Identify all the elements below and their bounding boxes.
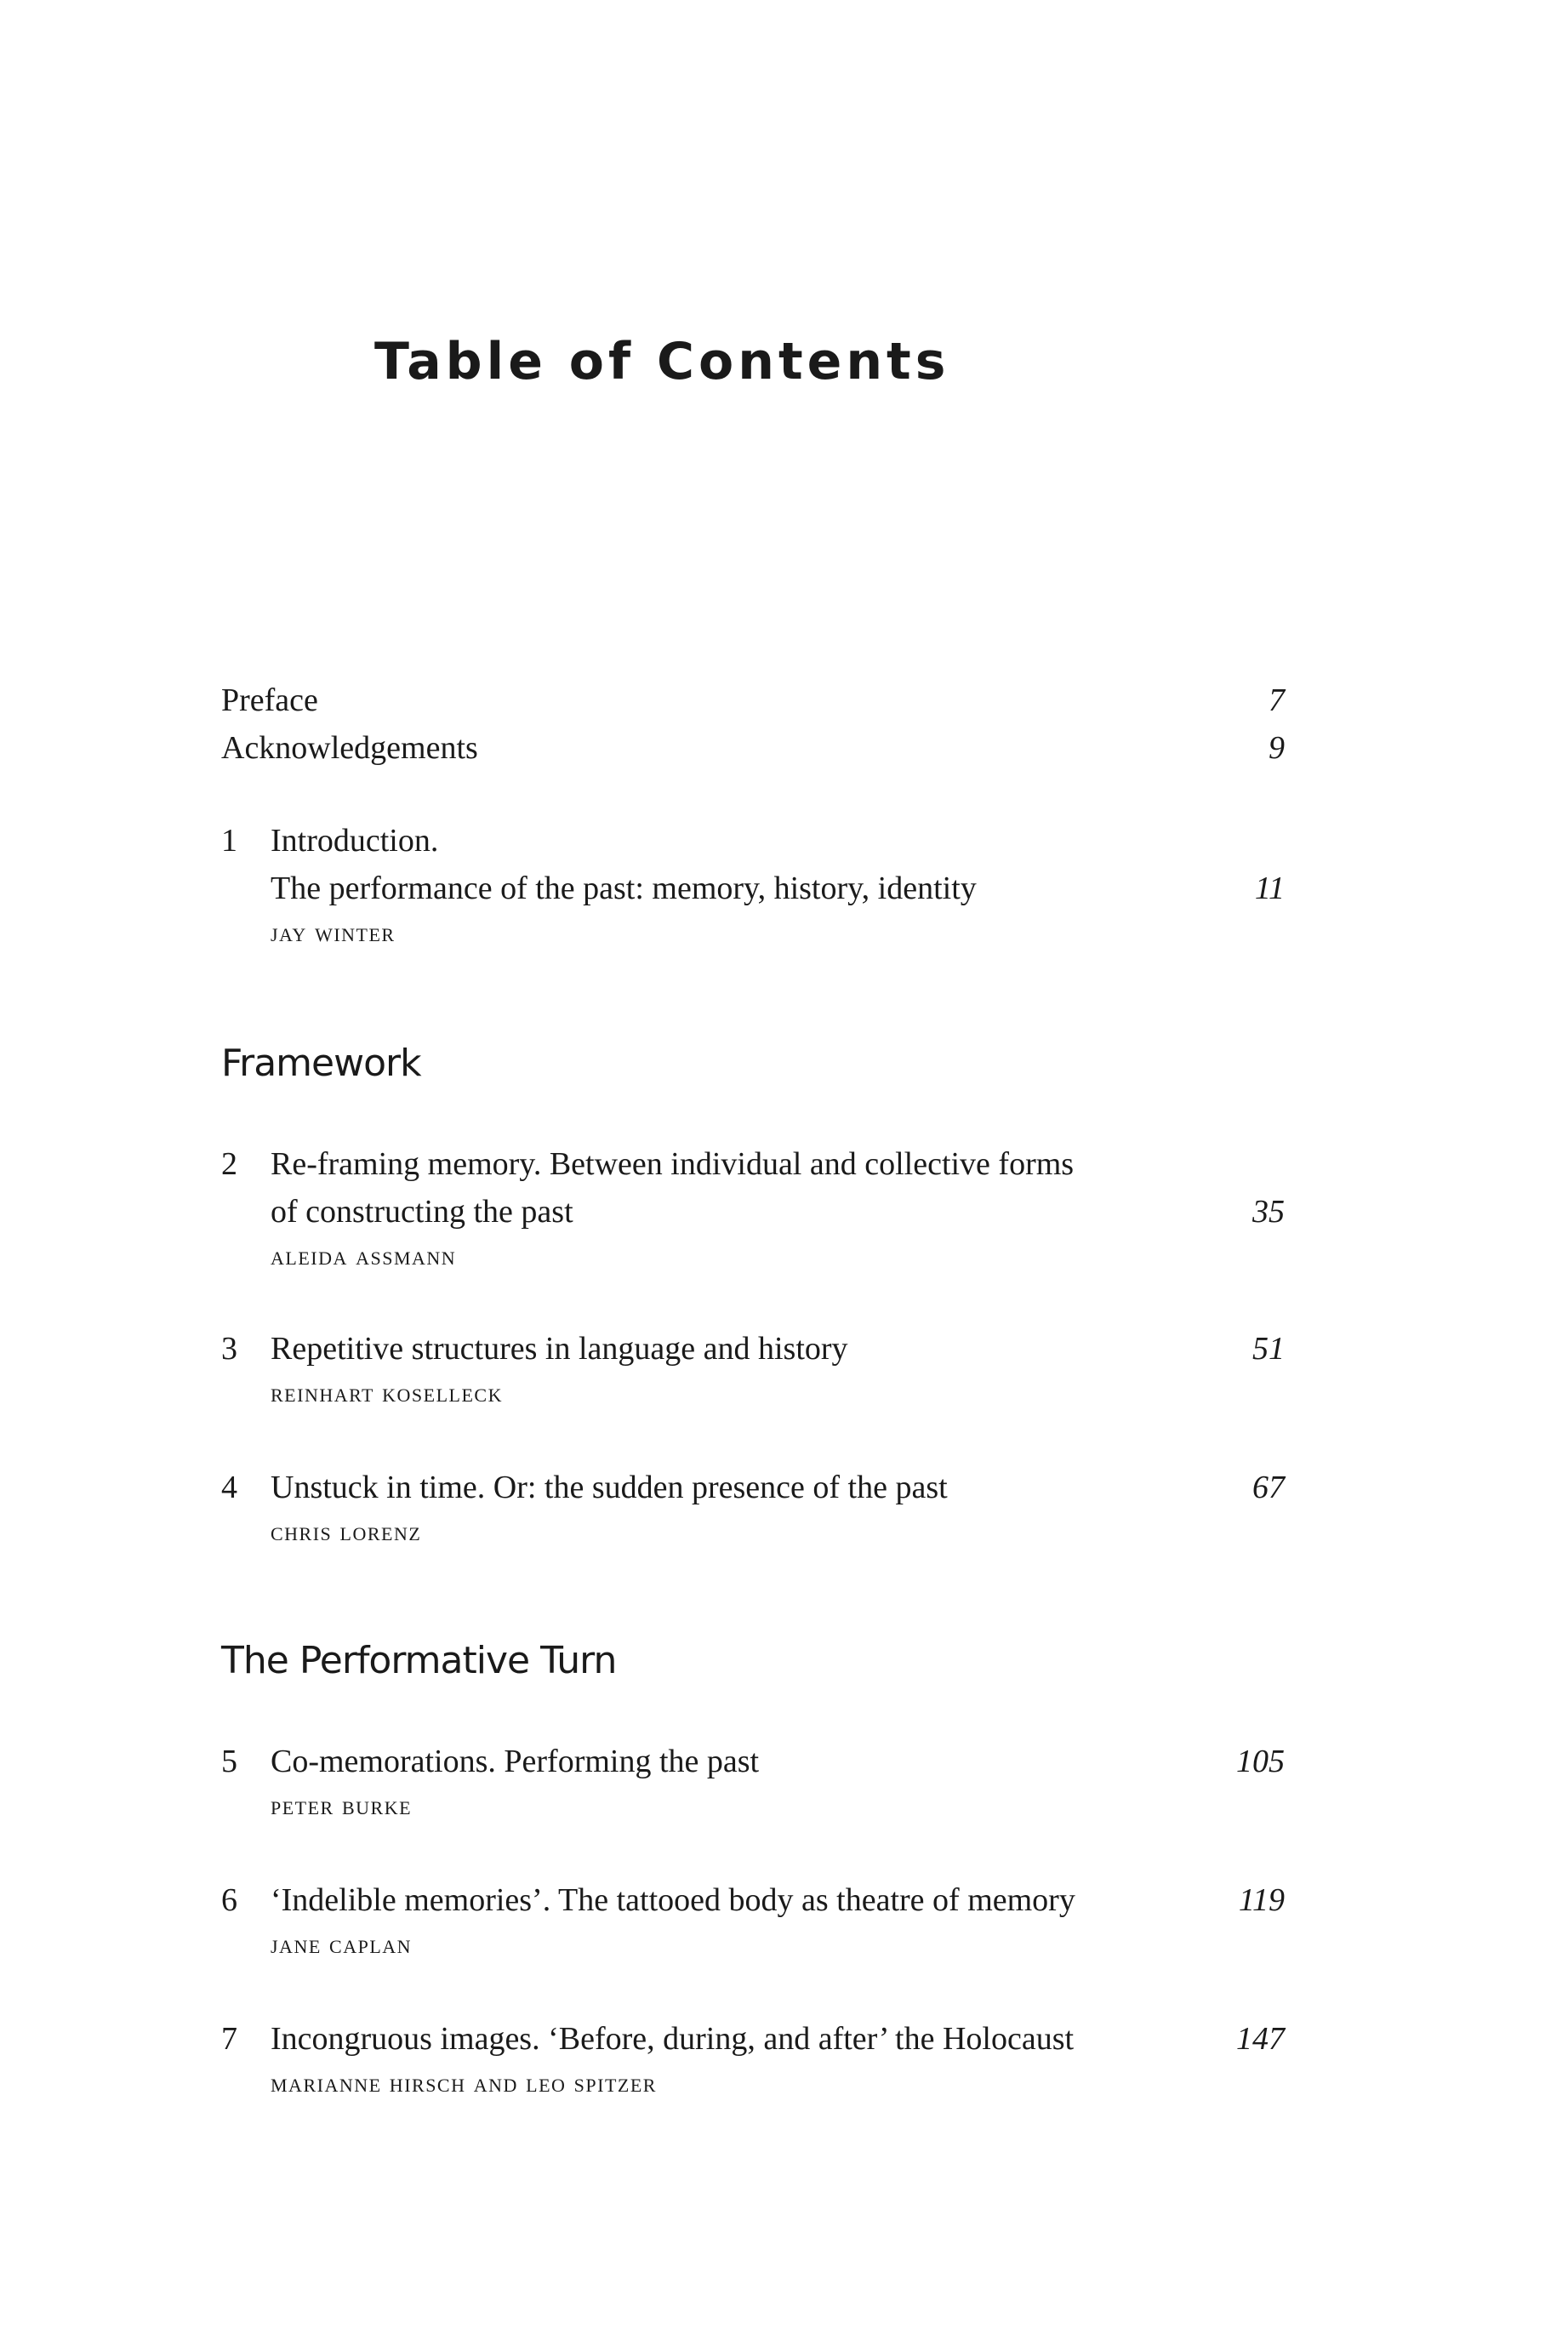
chapter-author: jay winter: [271, 917, 396, 947]
toc-entry-chapter-6[interactable]: [221, 1876, 1285, 1963]
chapter-number: 6: [221, 1882, 237, 1918]
chapter-title-line: Repetitive structures in language and history: [271, 1331, 848, 1367]
chapter-number: 3: [221, 1331, 237, 1367]
chapter-title-line: Introduction.: [271, 823, 439, 859]
page-number: 51: [1252, 1331, 1285, 1367]
toc-entry-preface[interactable]: [221, 676, 1285, 724]
section-heading-performative-turn: The Performative Turn: [221, 1639, 617, 1682]
chapter-author: reinhart koselleck: [271, 1378, 503, 1407]
page-number: 119: [1238, 1882, 1285, 1918]
chapter-number: 5: [221, 1744, 237, 1779]
chapter-author: marianne hirsch and leo spitzer: [271, 2068, 657, 2098]
chapter-author: chris lorenz: [271, 1516, 422, 1546]
chapter-title-line: of constructing the past: [271, 1194, 573, 1230]
toc-entry-chapter-3[interactable]: [221, 1325, 1285, 1412]
chapter-number: 7: [221, 2021, 237, 2057]
entry-title: Acknowledgements: [221, 730, 478, 766]
page-number: 11: [1254, 871, 1285, 906]
chapter-title-line: ‘Indelible memories’. The tattooed body as theatre of memory: [271, 1882, 1075, 1918]
chapter-title-line: The performance of the past: memory, history, identity: [271, 871, 977, 906]
chapter-number: 4: [221, 1470, 237, 1505]
chapter-author: jane caplan: [271, 1929, 413, 1959]
chapter-title-line: Co-memorations. Performing the past: [271, 1744, 760, 1779]
toc-entry-chapter-1[interactable]: [221, 817, 1285, 951]
chapter-title-line: Unstuck in time. Or: the sudden presence of the past: [271, 1470, 948, 1505]
chapter-author: peter burke: [271, 1790, 413, 1820]
section-heading-framework: Framework: [221, 1042, 421, 1085]
page-number: 9: [1269, 730, 1285, 766]
chapter-title-line: Incongruous images. ‘Before, during, and after’ the Holocaust: [271, 2021, 1075, 2057]
chapter-number: 2: [221, 1146, 237, 1182]
page-number: 105: [1236, 1744, 1285, 1779]
chapter-number: 1: [221, 823, 237, 859]
toc-entry-chapter-2[interactable]: [221, 1140, 1285, 1275]
entry-title: Preface: [221, 682, 318, 718]
page-number: 147: [1236, 2021, 1285, 2057]
page-number: 7: [1269, 682, 1285, 718]
page-number: 67: [1252, 1470, 1285, 1505]
toc-entry-chapter-7[interactable]: [221, 2015, 1285, 2102]
page-title: Table of Contents: [374, 332, 950, 391]
page-number: 35: [1252, 1194, 1285, 1230]
toc-entry-acknowledgements[interactable]: [221, 724, 1285, 772]
chapter-author: aleida assmann: [271, 1241, 457, 1270]
toc-entry-chapter-5[interactable]: [221, 1738, 1285, 1824]
chapter-title-line: Re-framing memory. Between individual and collective forms: [271, 1146, 1075, 1182]
toc-entry-chapter-4[interactable]: [221, 1464, 1285, 1550]
